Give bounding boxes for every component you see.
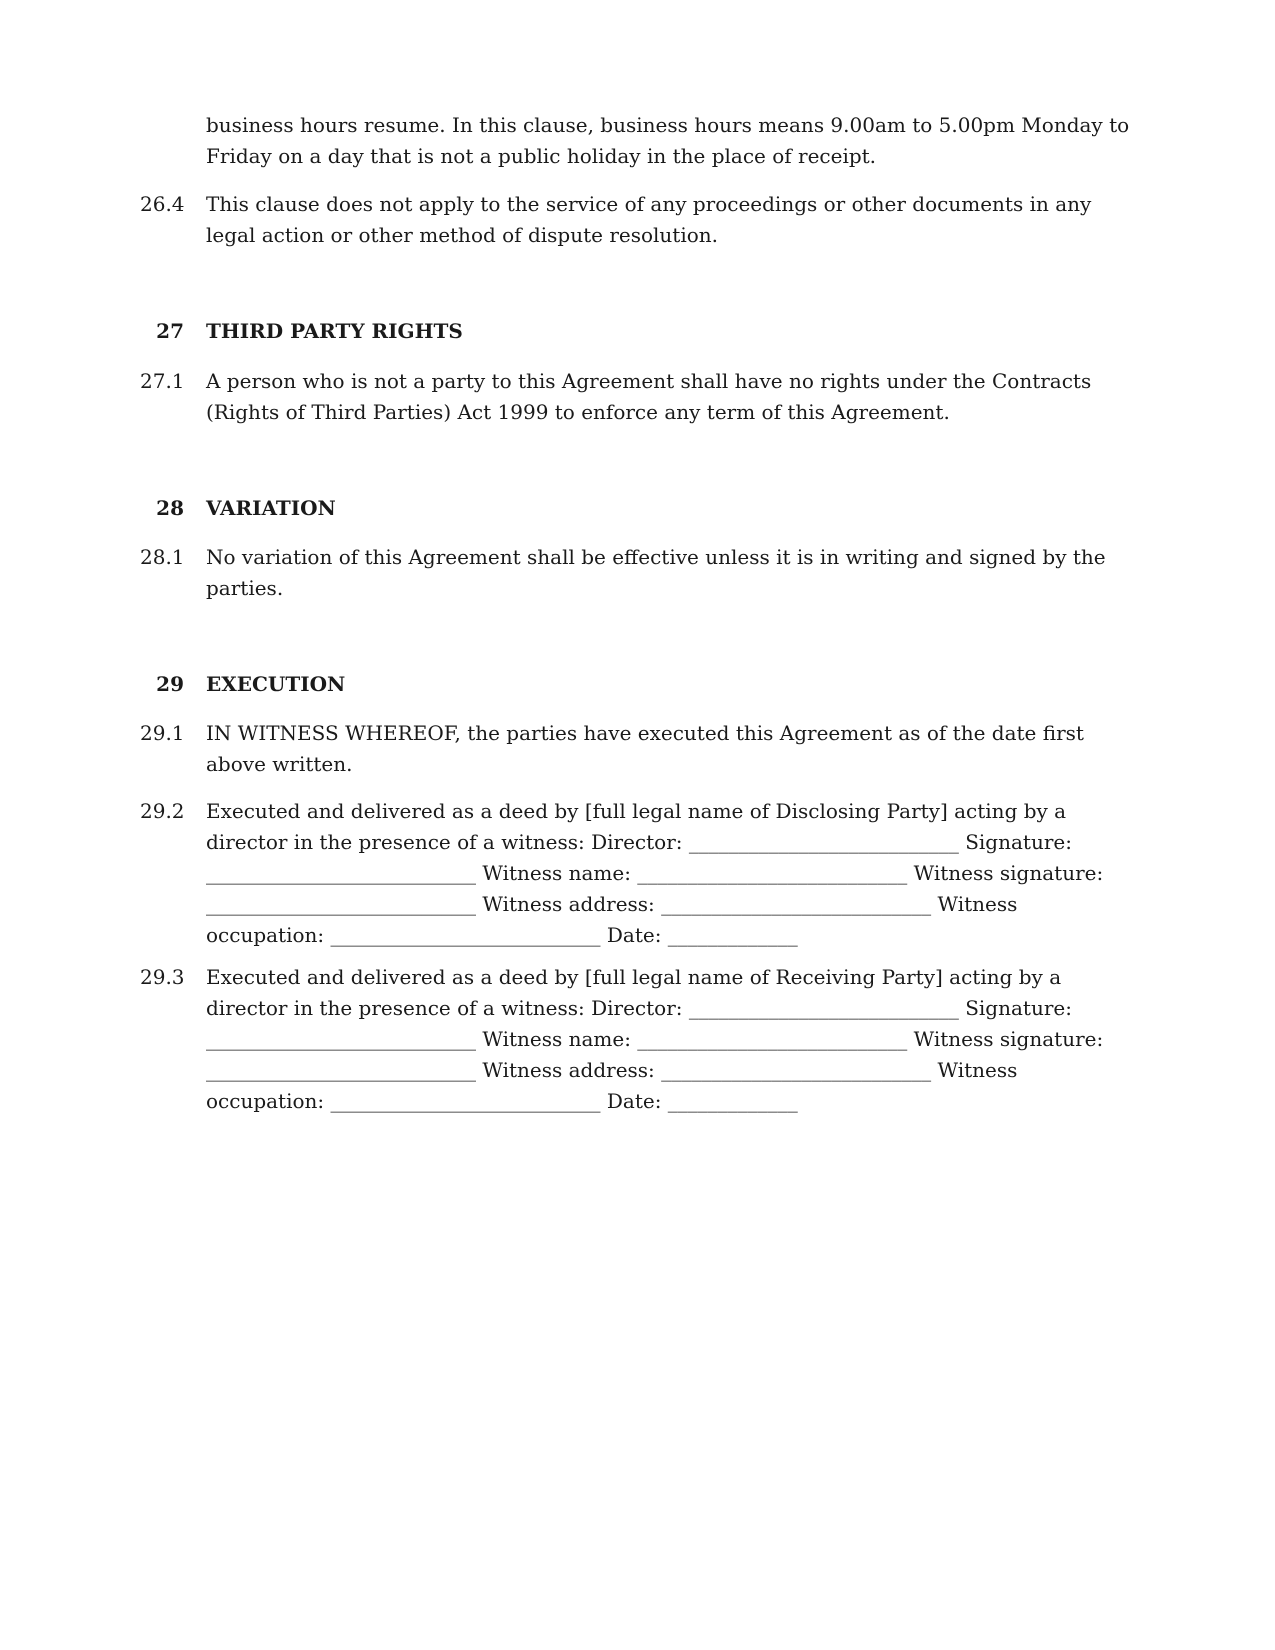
clause-text: Executed and delivered as a deed by [full legal name of Receiving Party] acting by a director in the presence of a witness: Director: ___________________________ Signature: ___________________________ Witness name: ___________________________ Witness signature: ___________________________ Witness address: ___________________________ Witness occupation: ___________________________ Date: _____________	[206, 965, 1104, 1113]
section-number: 29	[156, 672, 184, 696]
section-number: 28	[156, 496, 184, 520]
continuation-text: business hours resume. In this clause, business hours means 9.00am to 5.00pm Monday to Friday on a day that is not a public holiday in the place of receipt.	[206, 113, 1130, 168]
clause-29-1	[140, 718, 1140, 780]
clause-number: 26.4	[140, 192, 185, 216]
section-title: THIRD PARTY RIGHTS	[206, 319, 463, 343]
clause-28-1	[140, 542, 1140, 604]
clause-text: IN WITNESS WHEREOF, the parties have executed this Agreement as of the date first above written.	[206, 721, 1084, 776]
clause-number: 29.1	[140, 721, 185, 745]
section-heading-28	[140, 493, 1140, 524]
section-title: EXECUTION	[206, 672, 346, 696]
clause-number: 29.2	[140, 799, 185, 823]
section-heading-27	[140, 316, 1140, 347]
section-number: 27	[156, 319, 184, 343]
clause-number: 28.1	[140, 545, 185, 569]
clause-text: A person who is not a party to this Agreement shall have no rights under the Contracts (Rights of Third Parties) Act 1999 to enforce any term of this Agreement.	[206, 369, 1092, 424]
section-heading-29	[140, 669, 1140, 700]
clause-27-1	[140, 366, 1140, 428]
clause-29-2	[140, 796, 1140, 951]
continuation-paragraph	[206, 110, 1140, 172]
clause-text: Executed and delivered as a deed by [full legal name of Disclosing Party] acting by a director in the presence of a witness: Director: ___________________________ Signature: ___________________________ Witness name: ___________________________ Witness signature: ___________________________ Witness address: ___________________________ Witness occupation: ___________________________ Date: _____________	[206, 799, 1104, 947]
section-title: VARIATION	[206, 496, 336, 520]
clause-number: 27.1	[140, 369, 185, 393]
clause-text: No variation of this Agreement shall be effective unless it is in writing and signed by the parties.	[206, 545, 1106, 600]
clause-26-4	[140, 189, 1140, 251]
clause-29-3	[140, 962, 1140, 1117]
clause-number: 29.3	[140, 965, 185, 989]
clause-text: This clause does not apply to the service of any proceedings or other documents in any legal action or other method of dispute resolution.	[206, 192, 1092, 247]
